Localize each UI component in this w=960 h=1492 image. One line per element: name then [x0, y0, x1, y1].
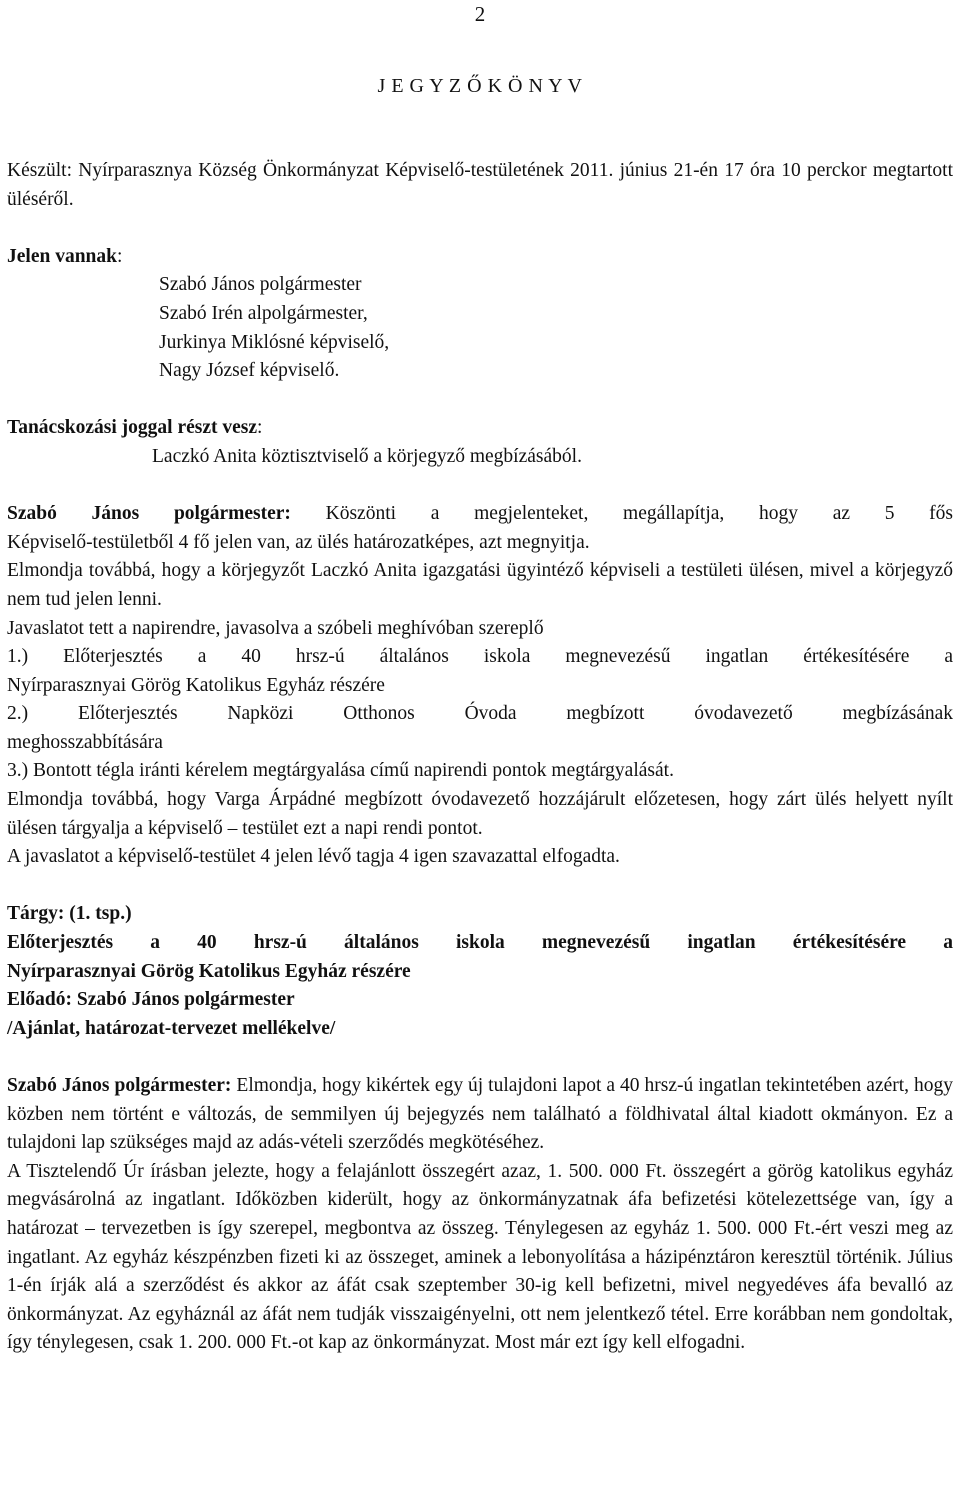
present-person: Szabó Irén alpolgármester,	[159, 302, 368, 324]
subject-section	[7, 900, 953, 1043]
subject-title-line-2	[7, 958, 953, 987]
present-person: Szabó János polgármester	[159, 274, 362, 296]
opening-paragraph-2: Elmondja továbbá, hogy a körjegyzőt Laczkó Anita igazgatási ügyintéző képviseli a testületi ülésen, mivel a körjegyző nem tud jelen lenni.	[7, 560, 953, 610]
agenda-item-1-line-1: 1.) Előterjesztés a 40 hrsz-ú általános iskola megnevezésű ingatlan értékesítésére a	[7, 646, 953, 668]
subject-label-text: Tárgy: (1. tsp.)	[7, 903, 132, 925]
discussion-paragraph-2: A Tisztelendő Úr írásban jelezte, hogy a felajánlott összegért azaz, 1. 500. 000 Ft. összegért a görög katolikus egyház megvásárolná az ingatlant. Időközben kiderült, hogy az önkormányzatnak áfa befizetési kötelezettsége van, így a határozat – tervezetben is így szerepel, megbontva az összeg. Ténylegesen az egyház 1. 500. 000 Ft.-ért veszi meg az ingatlant. Az egyház készpénzben fizeti ki az összeget, aminek a lebonyolítása a házipénztáron keresztül történik. Július 1-én írják alá a szerződést és akkor az áfát csak szeptember 30-ig kell befizetni, mivel negyedéves áfa bevalló az önkormányzat. Az egyháznál az áfát nem tudják visszaigényelni, ott nem jelentkező tétel. Erre korábban nem gondoltak, így ténylegesen, csak 1. 200. 000 Ft.-ot kap az önkormányzat. Most már ezt így kell elfogadni.	[7, 1160, 953, 1354]
subject-title-text-1: Előterjesztés a 40 hrsz-ú általános iskola megnevezésű ingatlan értékesítésére a	[7, 932, 953, 954]
subject-label	[7, 900, 953, 929]
discussion-paragraph-1	[7, 1072, 953, 1158]
discussion-section	[7, 1072, 953, 1358]
advisory-colon: :	[257, 417, 263, 439]
subject-presenter	[7, 986, 953, 1015]
document-body	[7, 157, 953, 1358]
present-list	[7, 271, 953, 385]
made-paragraph: Készült: Nyírparasznya Község Önkormányzat Képviselő-testületének 2011. június 21-én 17 óra 10 perckor megtartott üléséről.	[7, 160, 953, 210]
subject-attachment	[7, 1015, 953, 1044]
present-person: Jurkinya Miklósné képviselő,	[159, 331, 390, 353]
opening-paragraph-3: Javaslatot tett a napirendre, javasolva a szóbeli meghívóban szereplő	[7, 617, 544, 639]
opening-speaker: Szabó János polgármester:	[7, 503, 291, 525]
subject-title-text-2: Nyírparasznyai Görög Katolikus Egyház részére	[7, 960, 411, 982]
advisory-heading	[7, 414, 953, 443]
discussion-speaker: Szabó János polgármester:	[7, 1075, 232, 1096]
page-number: 2	[474, 2, 486, 26]
agenda-item-2-line-1: 2.) Előterjesztés Napközi Otthonos Óvoda megbízott óvodavezető megbízásának	[7, 703, 953, 725]
agenda-item-3: 3.) Bontott tégla iránti kérelem megtárgyalása című napirendi pontok megtárgyalását.	[7, 760, 674, 782]
present-section	[7, 243, 953, 386]
present-colon: :	[116, 245, 123, 267]
agenda-item-1-line-2: Nyírparasznyai Görög Katolikus Egyház részére	[7, 674, 385, 696]
present-person: Nagy József képviselő.	[159, 360, 340, 382]
advisory-label: Tanácskozási joggal részt vesz	[7, 417, 258, 439]
subject-attachment-text: /Ajánlat, határozat-tervezet mellékelve/	[7, 1017, 336, 1039]
opening-section	[7, 500, 953, 872]
opening-text: Köszönti a megjelenteket, megállapítja, hogy az 5 fős	[290, 503, 954, 525]
opening-paragraph-5: A javaslatot a képviselő-testület 4 jelen lévő tagja 4 igen szavazattal elfogadta.	[7, 846, 620, 868]
opening-line-2: Képviselő-testületből 4 fő jelen van, az ülés határozatképes, azt megnyitja.	[7, 531, 590, 553]
opening-paragraph-4: Elmondja továbbá, hogy Varga Árpádné megbízott óvodavezető hozzájárult előzetesen, hogy zárt ülés helyett nyílt ülésen tárgyalja a képviselő – testület ezt a napi rendi pontot.	[7, 789, 953, 839]
advisory-person: Laczkó Anita köztisztviselő a körjegyző megbízásából.	[152, 445, 582, 467]
document-title: J E G Y Z Ő K Ö N Y V	[377, 75, 583, 97]
subject-title-line-1	[7, 929, 953, 958]
subject-presenter-text: Előadó: Szabó János polgármester	[7, 989, 295, 1011]
opening-line-1	[7, 500, 953, 529]
present-heading	[7, 243, 953, 272]
discussion-text-1: Elmondja, hogy kikértek egy új tulajdoni lapot a 40 hrsz-ú ingatlan tekintetében azért, hogy közben nem történt e változás, de semmilyen új bejegyzés nem található a földhivatal által kiadott okmányon. Ez a tulajdoni lap szükséges majd az adás-vételi szerződés megkötéséhez.	[7, 1075, 954, 1154]
advisory-section	[7, 414, 953, 471]
present-label: Jelen vannak	[7, 245, 117, 267]
agenda-item-2-line-2: meghosszabbítására	[7, 731, 163, 753]
